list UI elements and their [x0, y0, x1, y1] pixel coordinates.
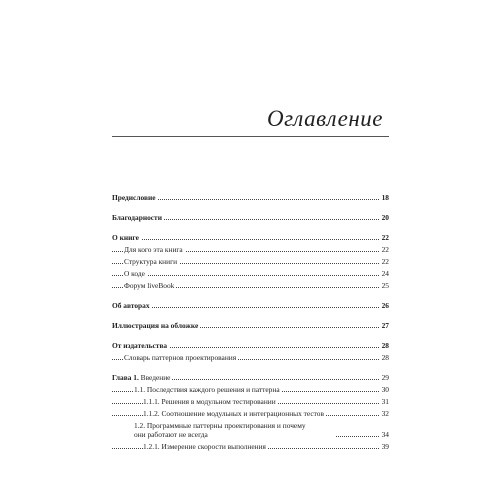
chapter-title: Введение: [140, 373, 171, 382]
dot-leader: [112, 275, 389, 276]
toc-page-number: 18: [379, 193, 389, 202]
toc-label: О коде: [124, 269, 145, 278]
table-of-contents: [112, 193, 389, 451]
toc-label: Предисловие: [112, 193, 156, 202]
toc-page-number: 26: [379, 301, 389, 310]
toc-label: Форум liveBook: [124, 281, 175, 290]
toc-page-number: 31: [379, 397, 389, 406]
toc-entry-1-1-2[interactable]: [112, 409, 389, 418]
toc-entry-acknowledgements[interactable]: [112, 213, 389, 222]
dot-leader: [112, 307, 389, 308]
toc-label: Структура книги: [124, 257, 178, 266]
toc-page-number: 20: [379, 213, 389, 222]
toc-page-number: 24: [379, 269, 389, 278]
toc-label-line-1: 1.2. Программные паттерны проектирования и почему: [134, 421, 306, 430]
toc-page-number: 39: [379, 442, 389, 451]
toc-page-number: 34: [379, 430, 389, 439]
toc-entry-patterns-glossary[interactable]: [112, 353, 389, 362]
page-title: Оглавление: [266, 106, 383, 131]
toc-label: Об авторах: [112, 301, 150, 310]
toc-label: 1.1.2. Соотношение модульных и интеграционных тестов: [143, 409, 324, 418]
toc-page-number: 28: [379, 353, 389, 362]
toc-page-number: 22: [379, 257, 389, 266]
toc-entry-audience[interactable]: [112, 245, 389, 254]
toc-label: О книге: [112, 233, 139, 242]
toc-label: 1.2.1. Измерение скорости выполнения: [143, 442, 266, 451]
toc-label: Для кого эта книга: [124, 245, 183, 254]
toc-page-number: 28: [379, 341, 389, 350]
toc-entry-1-2-1[interactable]: [112, 442, 389, 451]
toc-page-number: 25: [379, 281, 389, 290]
toc-entry-preface[interactable]: [112, 193, 389, 202]
toc-entry-publisher[interactable]: [112, 341, 389, 350]
toc-label: 1.1. Последствия каждого решения и паттерна: [134, 385, 280, 394]
toc-label: [134, 421, 336, 439]
toc-page-number: 32: [379, 409, 389, 418]
toc-page-number: 22: [379, 233, 389, 242]
toc-page-number: 27: [379, 321, 389, 330]
toc-label: [112, 373, 172, 382]
toc-entry-authors[interactable]: [112, 301, 389, 310]
toc-entry-forum[interactable]: [112, 281, 389, 290]
title-divider: [112, 136, 389, 137]
toc-label: Словарь паттернов проектирования: [124, 353, 237, 362]
dot-leader: [112, 239, 389, 240]
toc-page-number: 29: [379, 373, 389, 382]
toc-label: От издательства: [112, 341, 168, 350]
toc-label-line-2: они работают не всегда: [134, 430, 208, 439]
toc-entry-code[interactable]: [112, 269, 389, 278]
toc-entry-1-1[interactable]: [112, 385, 389, 394]
toc-label: Иллюстрация на обложке: [112, 321, 199, 330]
toc-entry-1-2[interactable]: [112, 421, 389, 439]
toc-label: Благодарности: [112, 213, 162, 222]
chapter-number: Глава 1.: [112, 373, 139, 382]
toc-page-number: 30: [379, 385, 389, 394]
toc-label: 1.1.1. Решения в модульном тестировании: [143, 397, 276, 406]
toc-entry-1-1-1[interactable]: [112, 397, 389, 406]
toc-entry-chapter-1[interactable]: [112, 373, 389, 382]
toc-entry-structure[interactable]: [112, 257, 389, 266]
toc-entry-about-book[interactable]: [112, 233, 389, 242]
toc-page-number: 22: [379, 245, 389, 254]
toc-entry-cover[interactable]: [112, 321, 389, 330]
